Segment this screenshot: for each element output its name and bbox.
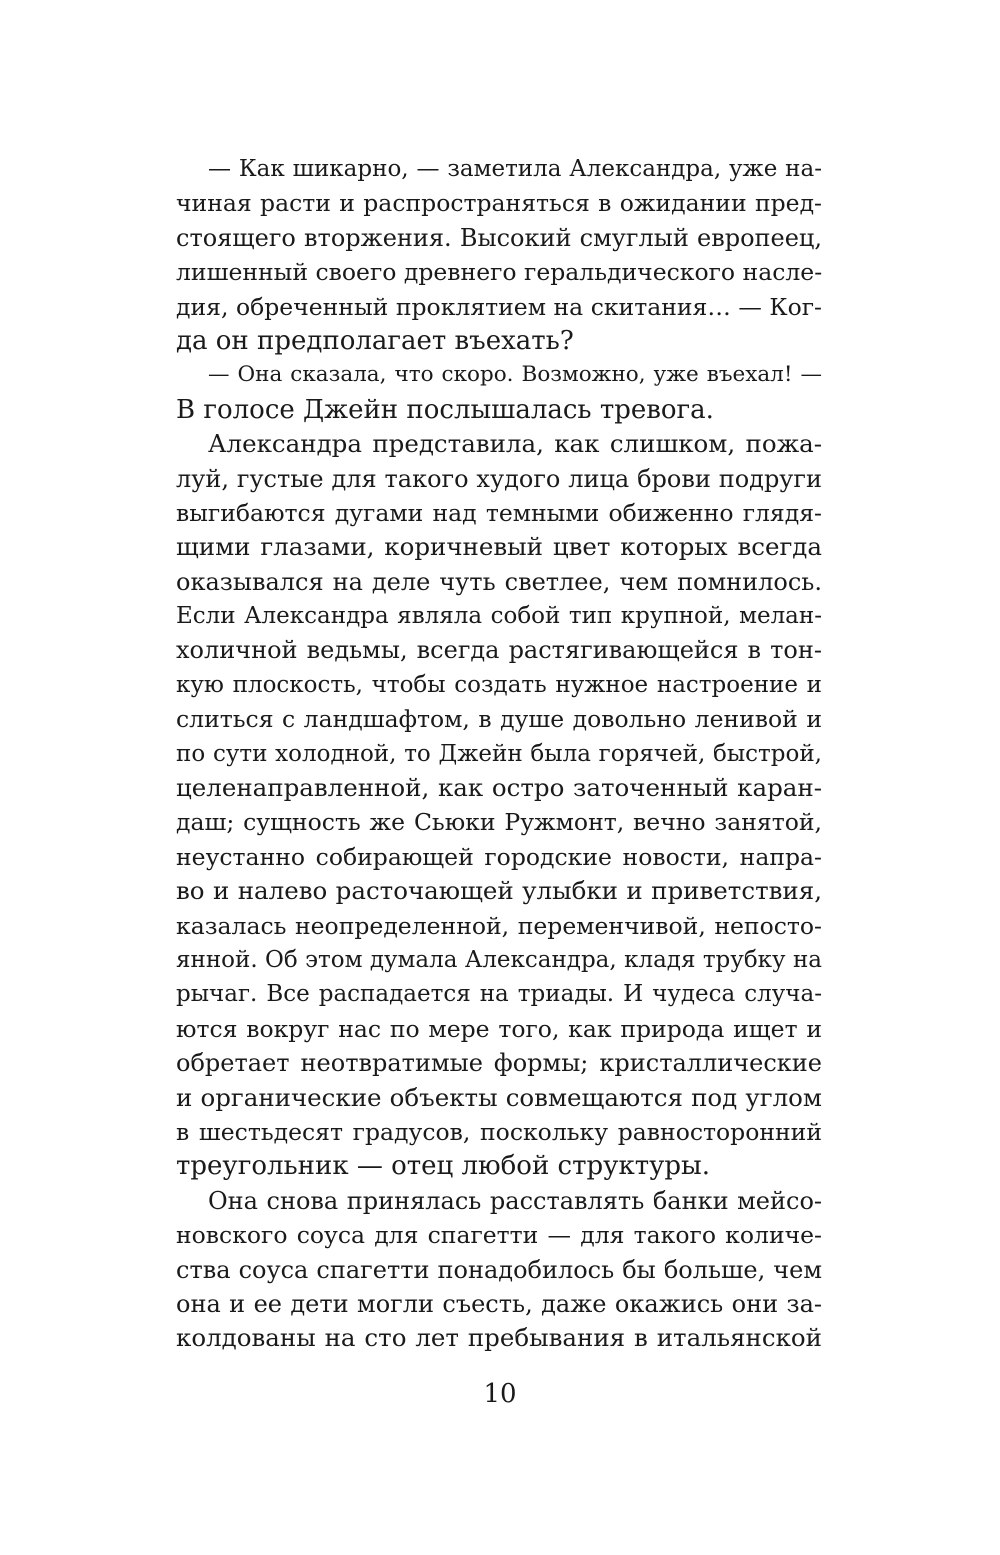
text-line: новского соуса для спагетти — для такого количе- [176,1221,822,1250]
text-line: слиться с ландшафтом, в душе довольно ленивой и [176,705,822,734]
text-line: в шестьдесят градусов, поскольку равносторонний [176,1117,822,1146]
text-line: ются вокруг нас по мере того, как природа ищет и [176,1014,822,1043]
text-line: чиная расти и распространяться в ожидании пред- [176,189,822,218]
text-line: обретает неотвратимые формы; кристаллические [176,1049,822,1078]
text-line: треугольник — отец любой структуры. [176,1151,710,1182]
text-line: — Как шикарно, — заметила Александра, уже на- [208,156,822,182]
page-number: 10 [483,1379,517,1409]
text-line: холичной ведьмы, всегда растягивающейся в тон- [176,636,822,665]
text-line: даш; сущность же Сьюки Ружмонт, вечно занятой, [176,808,822,837]
text-line: рычаг. Все распадается на триады. И чудеса случа- [176,981,822,1008]
text-line: Она снова принялась расставлять банки мейсо- [208,1186,822,1215]
text-line: дия, обреченный проклятием на скитания… — Ког- [176,292,822,321]
text-line: кую плоскость, чтобы создать нужное настроение и [176,671,822,698]
text-line: стоящего вторжения. Высокий смуглый европеец, [176,223,822,252]
text-line: колдованы на сто лет пребывания в итальянской [176,1323,822,1353]
body-text [176,152,822,1356]
text-line: Если Александра являла собой тип крупной, мелан- [176,603,822,630]
text-line: Александра представила, как слишком, пожа- [208,429,822,459]
text-line: щими глазами, коричневый цвет которых всегда [176,532,822,562]
text-line: да он предполагает въехать? [176,325,574,356]
text-line: целенаправленной, как остро заточенный каран- [176,773,822,803]
text-line: неустанно собирающей городские новости, напра- [176,842,822,871]
text-line: ства соуса спагетти понадобилось бы больше, чем [176,1255,822,1284]
text-line: луй, густые для такого худого лица брови подруги [176,464,822,493]
text-line: во и налево расточающей улыбки и приветствия, [176,876,822,906]
text-line: казалась неопределенной, переменчивой, непосто- [176,911,822,940]
text-line: В голосе Джейн послышалась тревога. [176,394,714,425]
text-line: — Она сказала, что скоро. Возможно, уже въехал! — [208,362,822,388]
text-line: янной. Об этом думала Александра, кладя трубку на [176,946,822,973]
text-line: лишенный своего древнего геральдического насле- [176,258,822,287]
text-line: выгибаются дугами над темными обиженно глядя- [176,498,822,527]
text-line: она и ее дети могли съесть, даже окажись они за- [176,1289,822,1318]
text-line: и органические объекты совмещаются под углом [176,1082,822,1112]
text-line: оказывался на деле чуть светлее, чем помнилось. [176,567,822,596]
text-line: по сути холодной, то Джейн была горячей, быстрой, [176,740,822,767]
